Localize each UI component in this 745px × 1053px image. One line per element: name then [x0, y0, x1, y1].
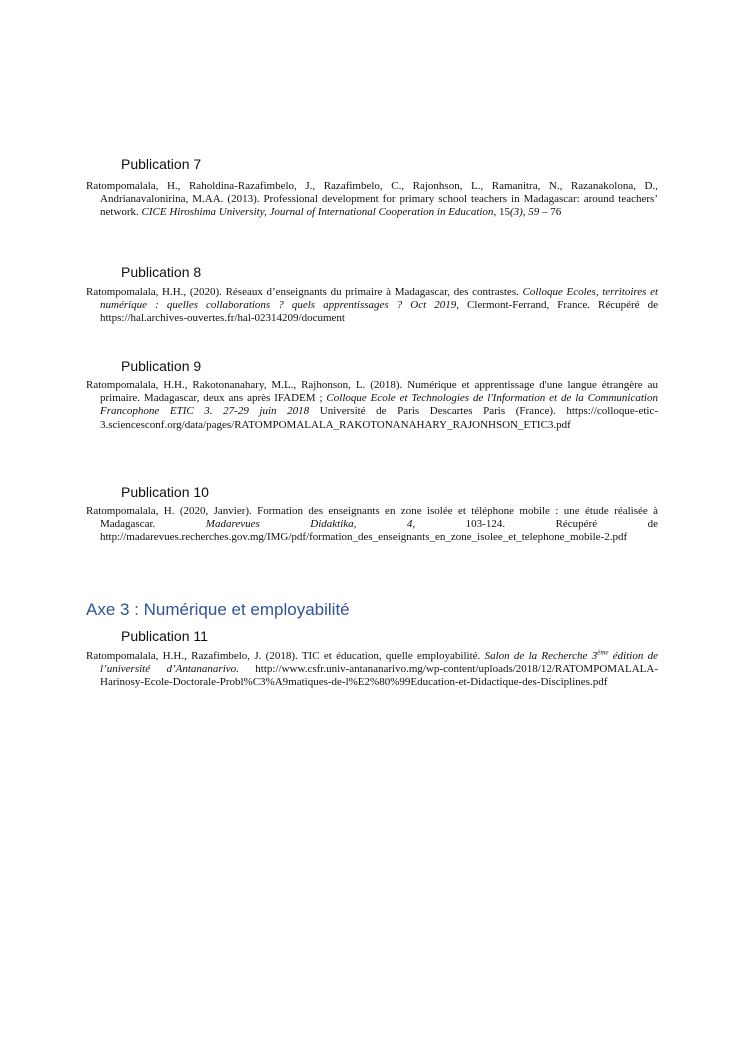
ref-venue-edition: édition de l’université d’Antananarivo.	[100, 650, 659, 676]
ref-authors: Ratompomalala, H. (2020, Janvier). Formation des enseignants en zone isolée et téléphone mobile : une étude réalisée à Madagascar.	[86, 505, 658, 531]
publication-10-heading: Publication 10	[121, 484, 209, 500]
ref-url: http://www.csfr.univ-antananarivo.mg/wp-content/uploads/2018/12/RATOMPOMALALA-Harinosy-Ecole-Doctorale-Probl%C3%A9matiques-de-l%E2%80%99Education-et-Didactique-des-Disciplines.pdf	[100, 663, 658, 689]
axe-3-heading: Axe 3 : Numérique et employabilité	[86, 600, 350, 619]
publication-7-heading: Publication 7	[121, 156, 202, 172]
publication-11-heading: Publication 11	[121, 628, 208, 644]
publication-7-reference	[86, 180, 658, 220]
ref-journal: CICE Hiroshima University, Journal of International Cooperation in Education	[141, 206, 494, 219]
publication-9-reference	[86, 379, 658, 432]
publication-8-heading: Publication 8	[121, 264, 202, 280]
ref-authors: Ratompomalala, H.H., Rakotonanahary, M.L., Rajhonson, L. (2018). Numérique et apprentissage d'une langue étrangère au primaire. Madagascar, deux ans après IFADEM ;	[86, 379, 658, 405]
ref-venue: Colloque Ecoles, territoires et numérique : quelles collaborations ? quels apprentissages ? Oct 2019	[100, 286, 659, 312]
ref-issue-pages: (3), 59 –	[509, 206, 548, 219]
ref-authors: Ratompomalala, H., Raholdina-Razafimbelo, J., Razafimbelo, C., Rajonhson, L., Ramanitra, N., Razanakolona, D., Andrianavalonirina, M.AA. (2013). Professional development for primary school teachers in Madagascar: around teachers’ network.	[86, 180, 658, 219]
publication-10-reference	[86, 505, 658, 545]
ref-journal: Madarevues Didaktika, 4	[205, 518, 413, 531]
ref-pages-url: , 103-124. Récupéré de http://madarevues.recherches.gov.mg/IMG/pdf/formation_des_enseignants_en_zone_isolee_et_telephone_mobile-2.pdf	[100, 518, 659, 544]
ref-location-url: Université de Paris Descartes Paris (France). https://colloque-etic-3.sciencesconf.org/data/pages/RATOMPOMALALA_RAKOTONANAHARY_RAJONHSON_ETIC3.pdf	[100, 405, 658, 431]
publication-9-heading: Publication 9	[121, 358, 202, 374]
publication-11-reference	[86, 650, 658, 690]
ref-authors: Ratompomalala, H.H., (2020). Réseaux d’enseignants du primaire à Madagascar, des contrastes.	[86, 286, 523, 298]
ref-venue-title: Salon de la Recherche 3	[484, 650, 598, 662]
ref-venue-superscript: ème	[597, 648, 609, 657]
ref-venue: Colloque Ecole et Technologies de l'Information et de la Communication Francophone ETIC 3. 27-29 juin 2018	[100, 392, 658, 418]
ref-authors: Ratompomalala, H.H., Razafimbelo, J. (2018). TIC et éducation, quelle employabilité.	[86, 650, 485, 662]
publication-8-reference	[86, 286, 658, 326]
ref-location-url: , Clermont-Ferrand, France. Récupéré de https://hal.archives-ouvertes.fr/hal-02314209/document	[100, 299, 658, 325]
ref-pages-end: 76	[547, 206, 562, 219]
ref-volume: , 15	[493, 206, 510, 219]
